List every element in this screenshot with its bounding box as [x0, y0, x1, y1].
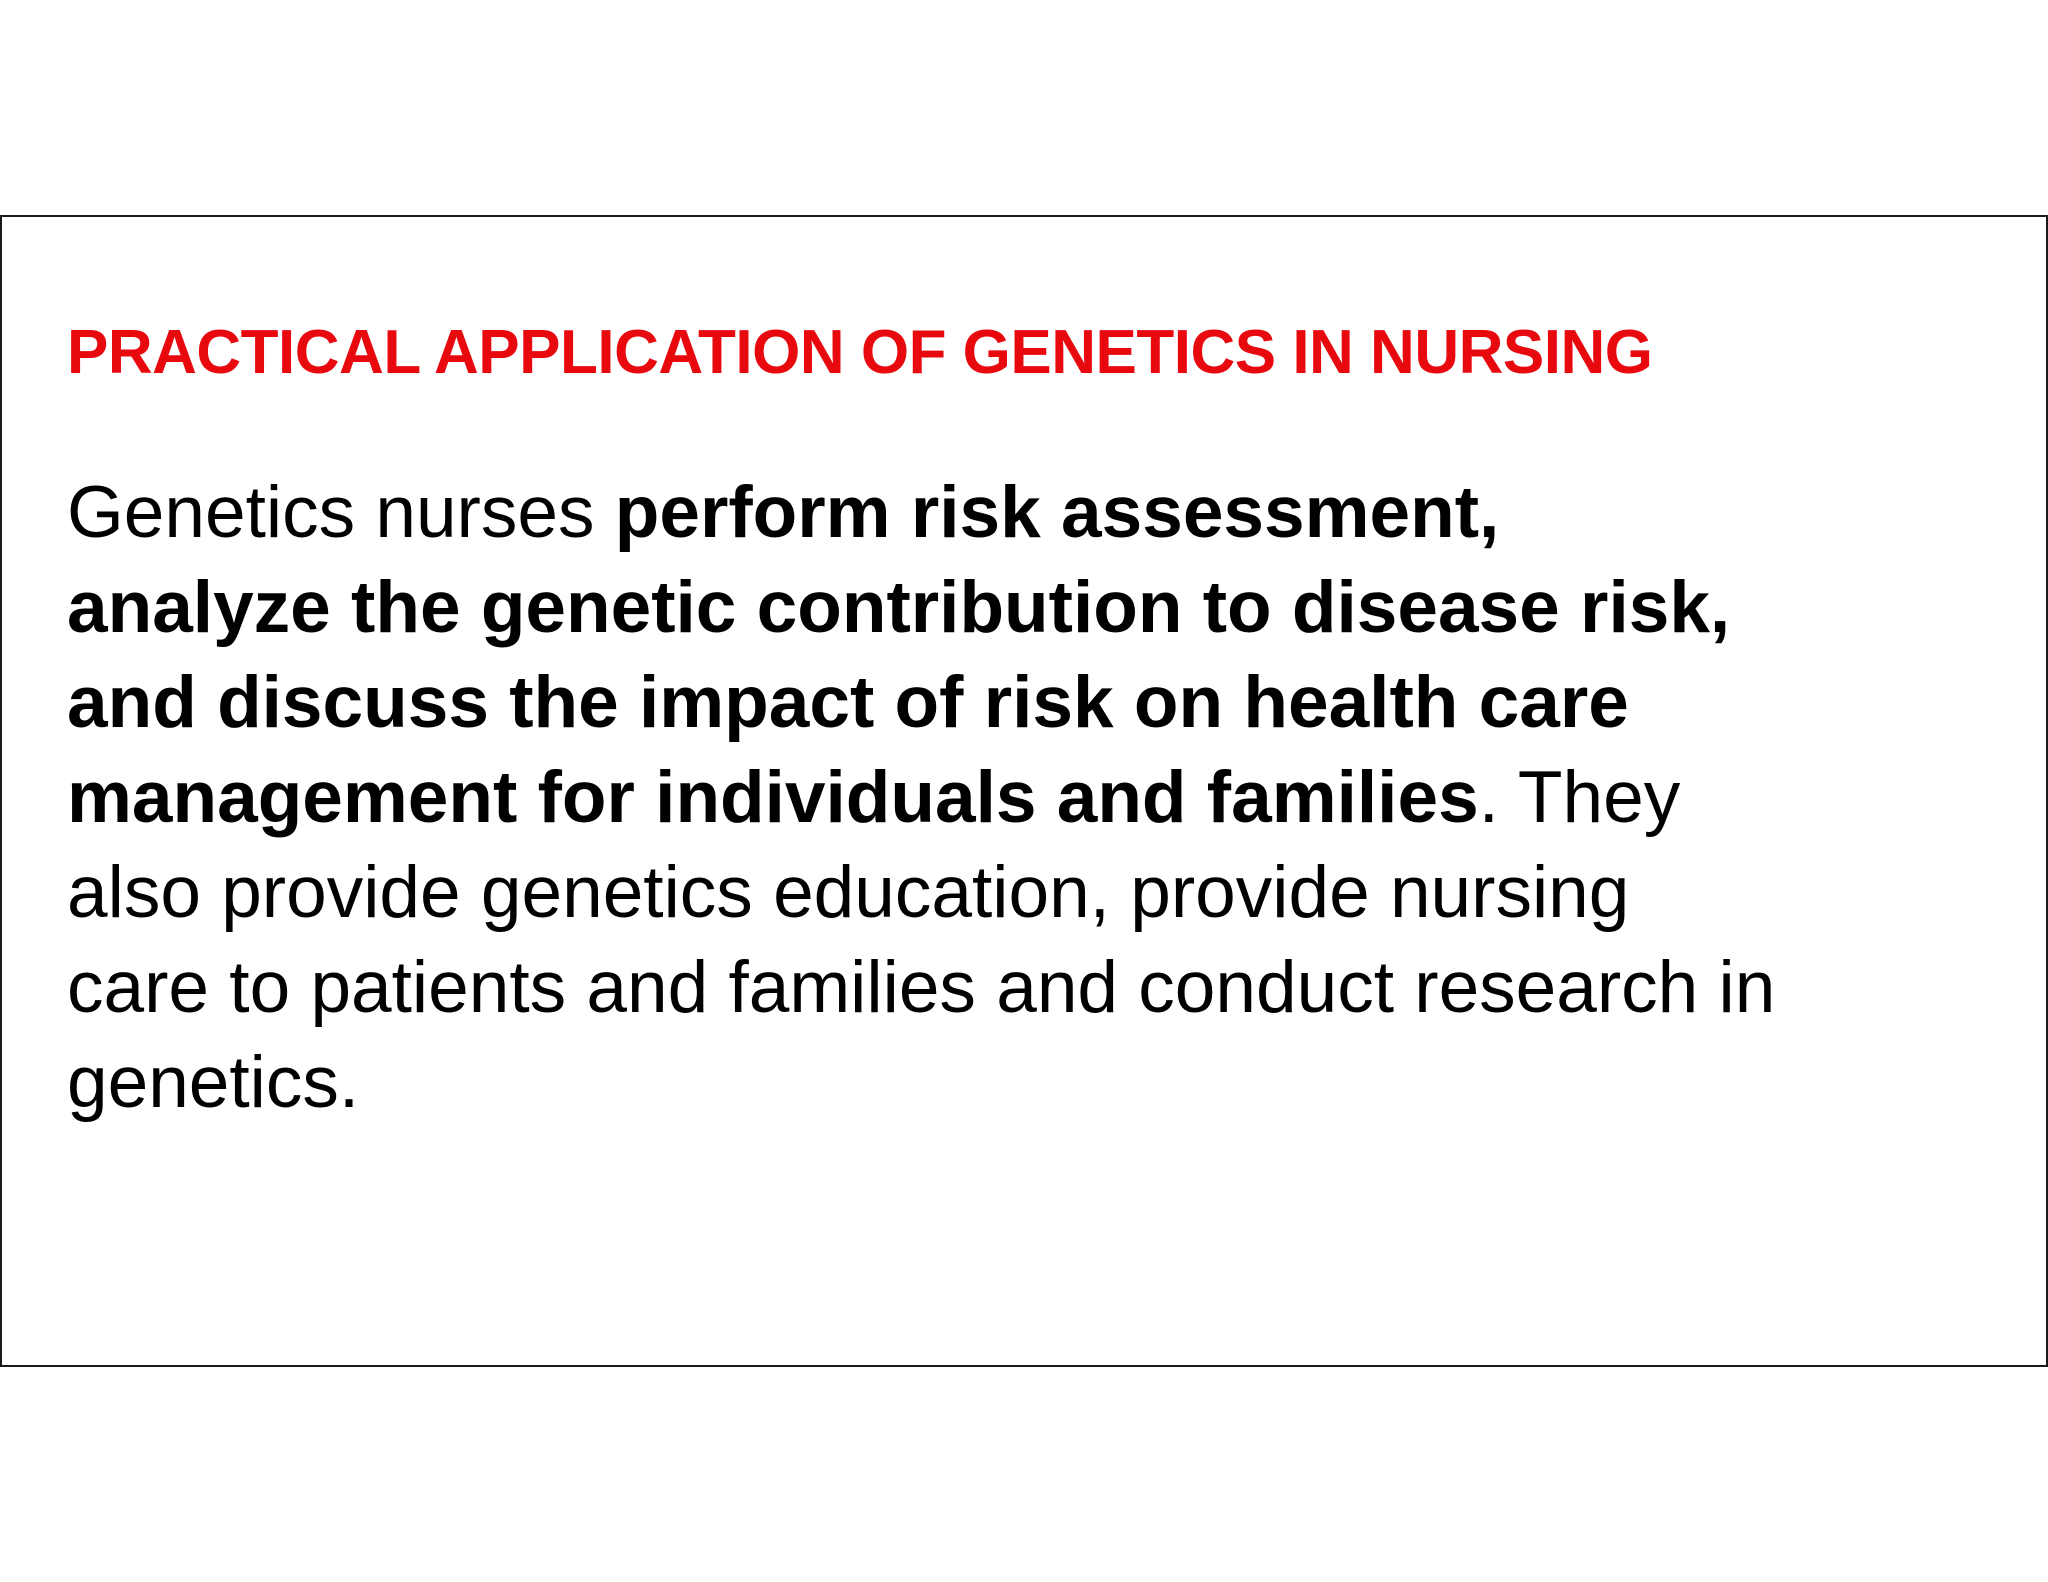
body-bold-line-1: perform risk assessment, [614, 472, 1500, 553]
body-line-3 [67, 655, 1967, 750]
body-line-4 [67, 750, 1967, 845]
body-line-2 [67, 560, 1967, 655]
body-bold-line-4: management for individuals and families [67, 757, 1479, 838]
body-after-bold-text: . They [1478, 757, 1681, 838]
slide-title: PRACTICAL APPLICATION OF GENETICS IN NURSING [67, 318, 1653, 387]
body-line-6: care to patients and families and conduct research in [67, 947, 1776, 1028]
body-line-1 [67, 465, 1967, 560]
body-line-7: genetics. [67, 1042, 360, 1123]
slide-body-paragraph [67, 465, 1967, 1130]
body-line-5: also provide genetics education, provide nursing [67, 852, 1630, 933]
body-intro-text: Genetics nurses [67, 472, 615, 553]
body-bold-line-2: analyze the genetic contribution to disease risk, [67, 567, 1731, 648]
body-bold-line-3: and discuss the impact of risk on health care [67, 662, 1629, 743]
slide-frame [0, 215, 2048, 1367]
